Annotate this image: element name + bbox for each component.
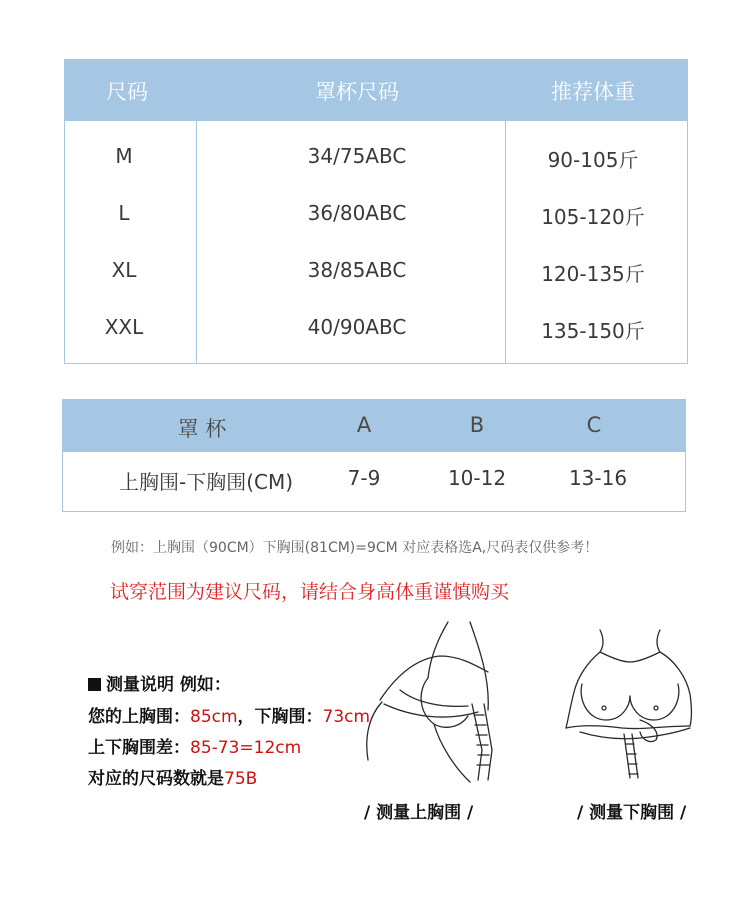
- header-cup-b: B: [469, 413, 485, 437]
- header-size: 尺码: [106, 80, 148, 104]
- cell-weight: 135-150斤: [541, 319, 645, 343]
- measure-title-line: [88, 670, 231, 695]
- upper-bust-illustration: [360, 620, 510, 785]
- cell-cup-a-range: 7-9: [347, 466, 381, 490]
- cell-cup: 38/85ABC: [307, 258, 407, 282]
- measure-line-1: [88, 702, 370, 727]
- lower-bust-value: 73cm: [322, 707, 371, 727]
- cell-size: M: [115, 144, 133, 168]
- difference-value: 85-73=12cm: [190, 738, 302, 758]
- example-note: 例如：上胸围（90CM）下胸围(81CM)=9CM 对应表格选A,尺码表仅供参考！: [111, 540, 599, 556]
- caption-upper-bust: / 测量上胸围 /: [364, 803, 474, 823]
- size-table-header: [65, 60, 687, 121]
- lower-bust-label: ，下胸围：: [237, 707, 323, 727]
- square-bullet-icon: [88, 678, 101, 691]
- header-weight: 推荐体重: [551, 80, 635, 104]
- cell-size: XL: [111, 258, 137, 282]
- cell-cup: 34/75ABC: [307, 144, 407, 168]
- cell-weight: 90-105斤: [547, 148, 639, 172]
- upper-bust-value: 85cm: [190, 707, 238, 727]
- measure-line-3: [88, 764, 257, 789]
- cell-cup: 40/90ABC: [307, 315, 407, 339]
- cup-table-header: [63, 400, 685, 452]
- caption-lower-bust: / 测量下胸围 /: [577, 803, 687, 823]
- cell-cup-b-range: 10-12: [447, 466, 507, 490]
- cell-weight: 120-135斤: [541, 262, 645, 286]
- cell-bust-difference-label: 上胸围-下胸围(CM): [118, 470, 294, 494]
- header-cup-c: C: [586, 413, 602, 437]
- measure-title: 测量说明 例如：: [106, 675, 231, 695]
- header-cup-a: A: [356, 413, 372, 437]
- size-table: [64, 59, 688, 364]
- measure-line-2: [88, 733, 301, 758]
- cup-table: [62, 399, 686, 512]
- header-cup: 罩 杯: [177, 417, 227, 441]
- cell-cup: 36/80ABC: [307, 201, 407, 225]
- column-divider: [196, 121, 197, 363]
- result-value: 75B: [224, 769, 258, 789]
- warning-note: 试穿范围为建议尺码，请结合身高体重谨慎购买: [110, 581, 510, 603]
- lower-bust-illustration: [560, 628, 700, 778]
- cell-cup-c-range: 13-16: [568, 466, 628, 490]
- cell-weight: 105-120斤: [541, 205, 645, 229]
- difference-label: 上下胸围差：: [88, 738, 190, 758]
- cell-size: XXL: [104, 315, 144, 339]
- cell-size: L: [118, 201, 130, 225]
- upper-bust-label: 您的上胸围：: [88, 707, 190, 727]
- result-label: 对应的尺码数就是: [88, 769, 224, 789]
- column-divider: [505, 121, 506, 363]
- header-cup-size: 罩杯尺码: [315, 80, 399, 104]
